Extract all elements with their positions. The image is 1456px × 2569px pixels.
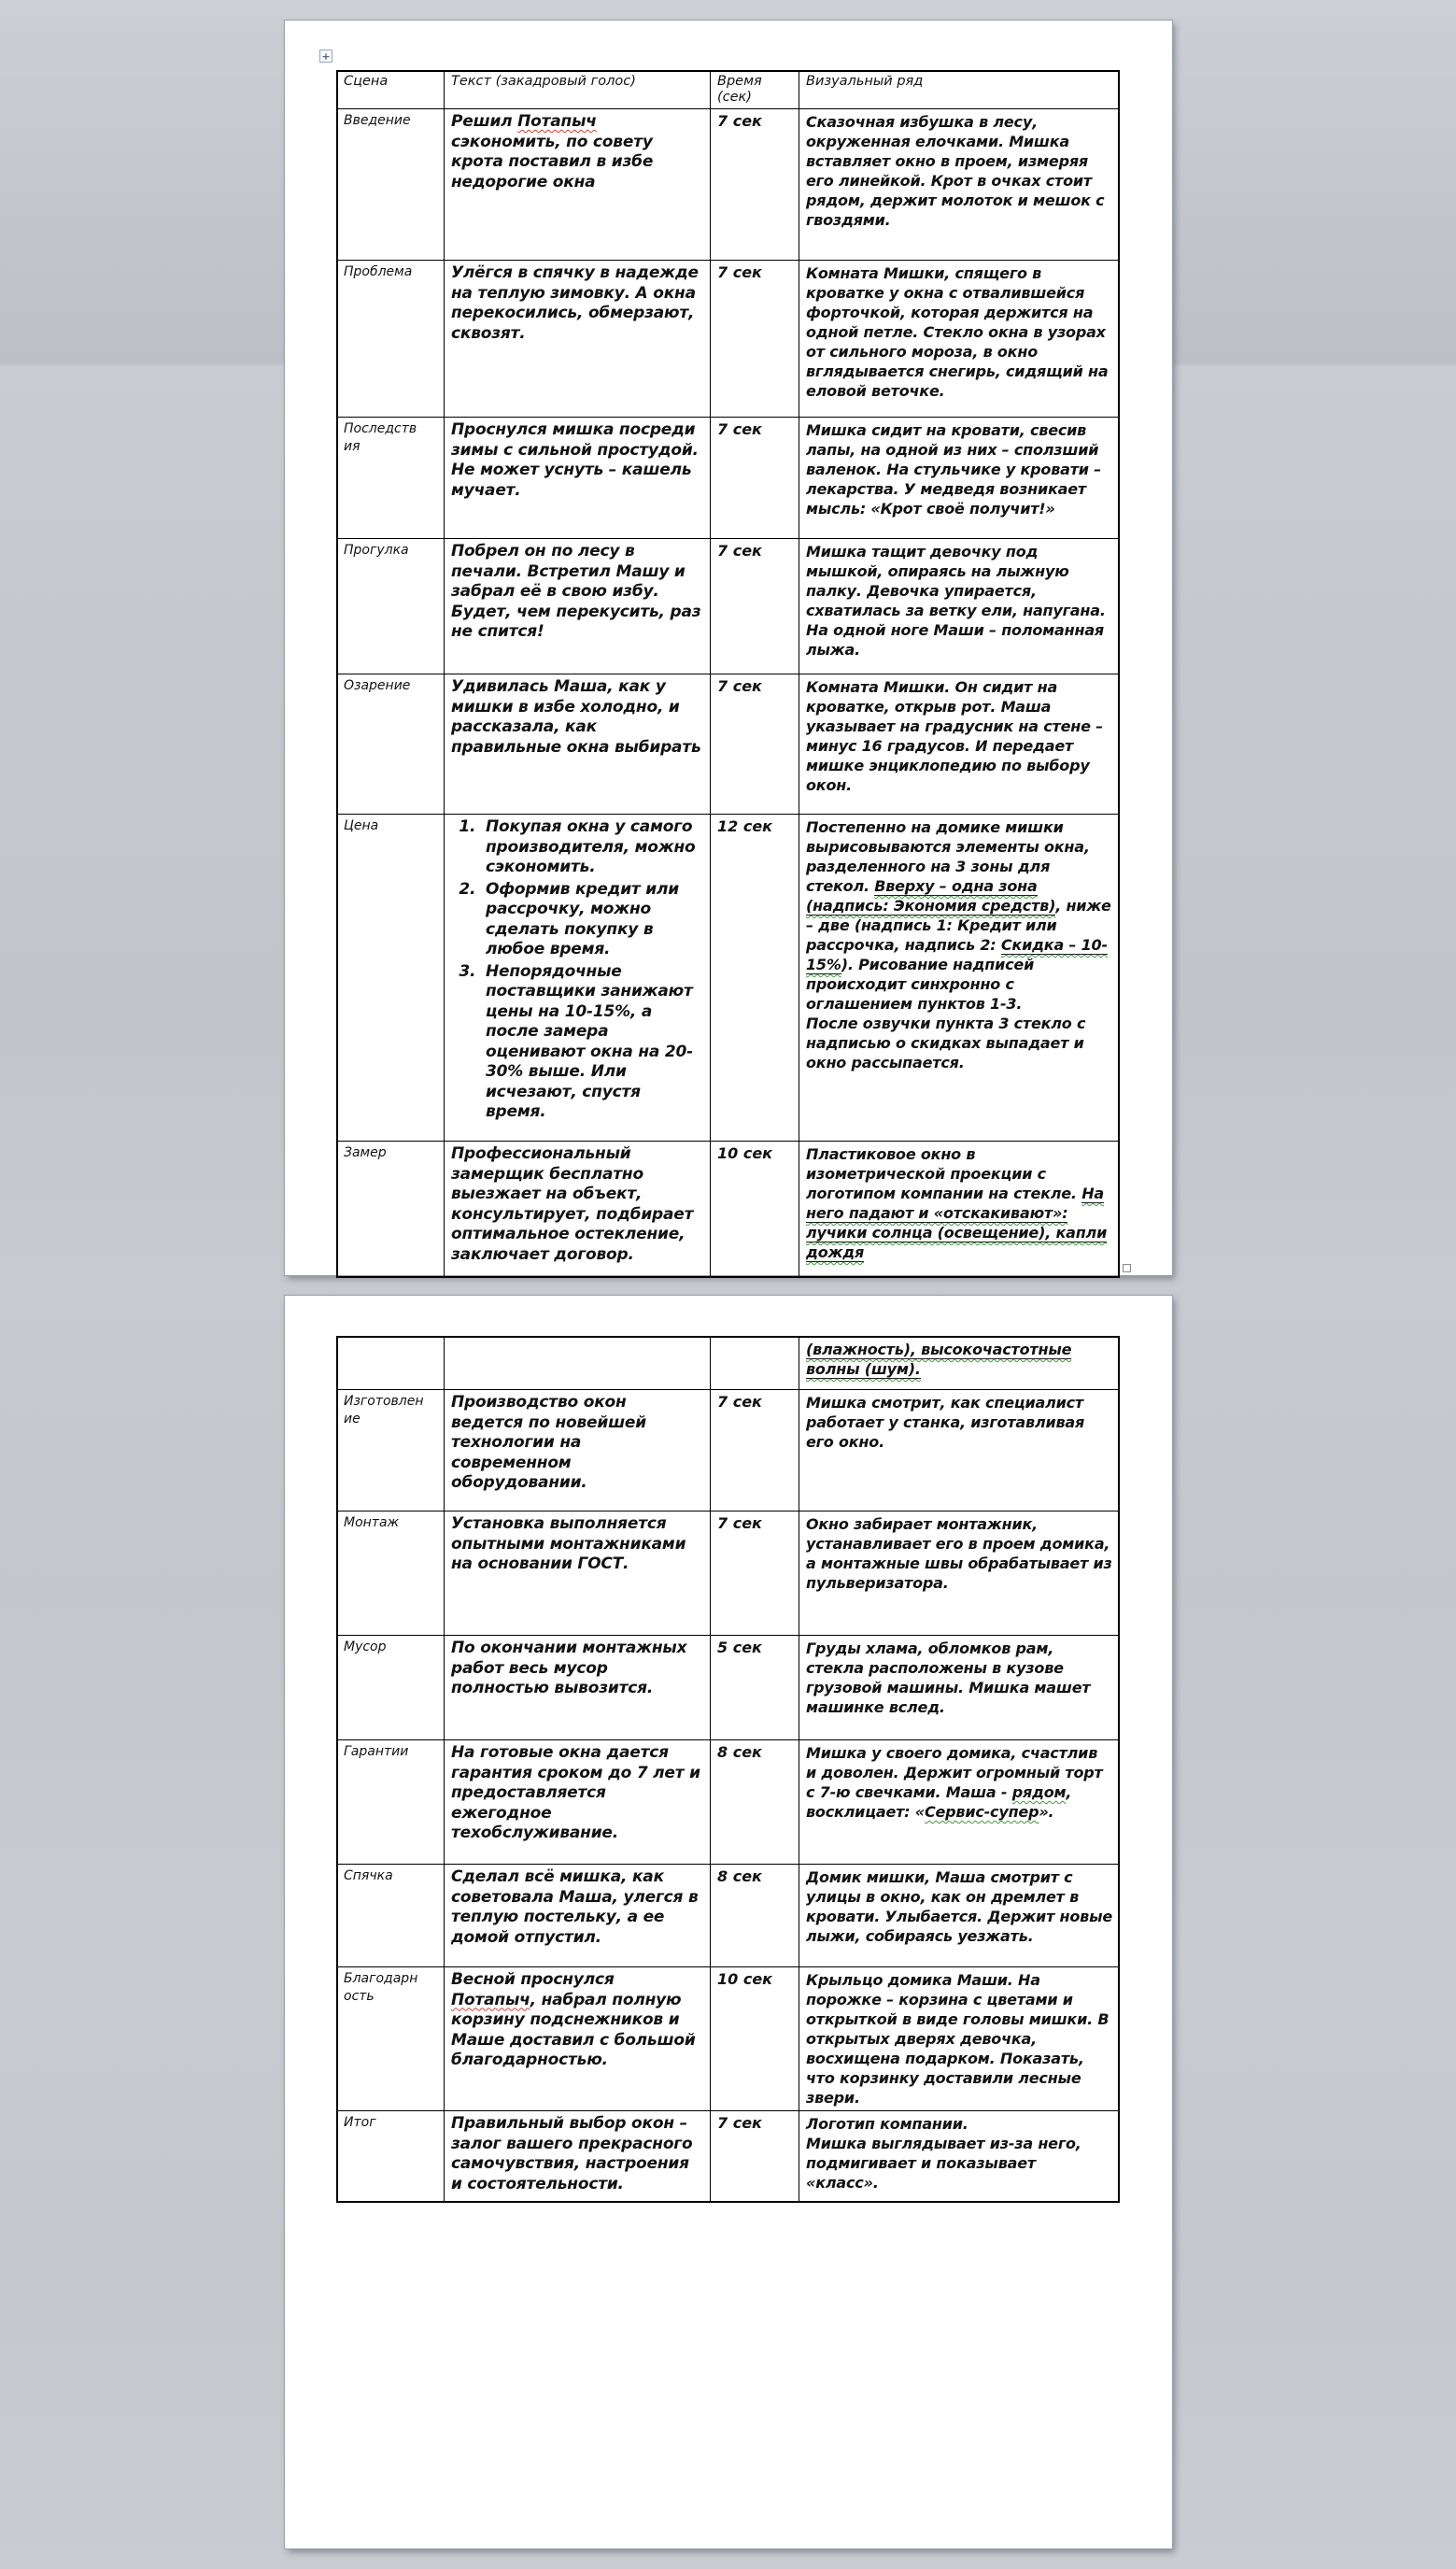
text-cell[interactable] <box>445 815 711 1142</box>
scene-cell[interactable] <box>337 418 445 539</box>
visual-text: , восклицает: « <box>806 1783 1072 1821</box>
time-value: 10 сек <box>717 1144 773 1162</box>
scene-cell[interactable] <box>337 539 445 674</box>
visual-cell[interactable] <box>799 109 1120 261</box>
table-row <box>337 261 1120 418</box>
text-run: Производство окон ведется по новейшей технологии на современном оборудовании. <box>451 1393 646 1492</box>
scene-cell[interactable] <box>337 815 445 1142</box>
table-row <box>337 1337 1120 1390</box>
time-value: 10 сек <box>717 1970 773 1988</box>
scene-label: Цена <box>344 818 379 833</box>
time-cell[interactable] <box>711 1142 799 1278</box>
visual-cell[interactable] <box>799 1512 1120 1636</box>
scene-cell[interactable] <box>337 1865 445 1967</box>
text-cell[interactable] <box>445 1390 711 1512</box>
list-item: 1. Покупая окна у самого производителя, можно сэкономить. <box>481 817 703 878</box>
visual-text: После озвучки пункта 3 стекло с надписью о скидках выпадает и окно рассыпается. <box>806 1015 1086 1072</box>
text-run: Весной проснулся <box>451 1970 615 1989</box>
visual-cell[interactable] <box>799 1337 1120 1390</box>
table-row <box>337 1740 1120 1865</box>
visual-paragraph <box>806 2134 1112 2193</box>
text-cell[interactable] <box>445 1512 711 1636</box>
page-2[interactable] <box>285 1296 1172 2548</box>
grammar-flagged-word: рядом <box>1011 1783 1067 1801</box>
table-row <box>337 539 1120 674</box>
grammar-flagged-word: Сервис-супер <box>924 1803 1039 1821</box>
text-run: На готовые окна дается гарантия сроком до 7 лет и предоставляется ежегодное техобслуживание. <box>451 1743 700 1842</box>
time-cell[interactable] <box>711 539 799 674</box>
text-cell[interactable] <box>445 1740 711 1865</box>
visual-cell[interactable] <box>799 1740 1120 1865</box>
numbered-list <box>451 817 703 1123</box>
table-row <box>337 1636 1120 1740</box>
scene-cell[interactable] <box>337 1967 445 2111</box>
table-row <box>337 2111 1120 2203</box>
scene-cell[interactable] <box>337 1390 445 1512</box>
visual-text: Пластиковое окно в изометрической проекции с логотипом компании на стекле. <box>806 1145 1082 1202</box>
visual-cell[interactable] <box>799 815 1120 1142</box>
scene-label: Спячка <box>344 1868 393 1883</box>
visual-cell[interactable] <box>799 261 1120 418</box>
text-run: Проснулся мишка посреди зимы с сильной простудой. Не может уснуть – кашель мучает. <box>451 420 699 500</box>
text-run: , набрал полную корзину подснежников и Маше доставил с большой благодарностью. <box>451 1990 696 2069</box>
visual-text: Окно забирает монтажник, устанавливает его в проем домика, а монтажные швы обрабатывает из пульверизатора. <box>806 1515 1112 1592</box>
visual-cell[interactable] <box>799 539 1120 674</box>
text-cell[interactable] <box>445 1865 711 1967</box>
storyboard-table-page2 <box>336 1336 1120 2203</box>
table-row <box>337 1512 1120 1636</box>
table-resize-handle[interactable] <box>1123 1264 1131 1272</box>
time-value: 7 сек <box>717 1514 762 1532</box>
time-cell[interactable] <box>711 1636 799 1740</box>
column-header-visual[interactable]: Визуальный ряд <box>799 71 1120 109</box>
visual-text: Сказочная избушка в лесу, окруженная елочками. Мишка вставляет окно в проем, измеряя его линейкой. Крот в очках стоит рядом, держит молоток и мешок с гвоздями. <box>806 113 1105 229</box>
visual-text: ». <box>1039 1803 1054 1821</box>
time-cell[interactable] <box>711 2111 799 2203</box>
text-cell[interactable] <box>445 418 711 539</box>
scene-cell[interactable] <box>337 1142 445 1278</box>
visual-text: Мишка выглядывает из-за него, подмигивает и показывает «класс». <box>806 2135 1081 2192</box>
visual-cell[interactable] <box>799 1967 1120 2111</box>
visual-cell[interactable] <box>799 1390 1120 1512</box>
scene-cell[interactable] <box>337 1740 445 1865</box>
time-value: 7 сек <box>717 420 762 438</box>
column-header-time[interactable]: Время (сек) <box>711 71 799 109</box>
table-row <box>337 1390 1120 1512</box>
visual-text: Домик мишки, Маша смотрит с улицы в окно, как он дремлет в кровати. Улыбается. Держит новые лыжи, собираясь уезжать. <box>806 1868 1113 1945</box>
underlined-grammar-text: Скидка – 10-15% <box>806 936 1108 973</box>
table-row <box>337 418 1120 539</box>
table-row <box>337 674 1120 815</box>
time-value: 5 сек <box>717 1639 762 1656</box>
visual-paragraph <box>806 817 1112 1014</box>
underlined-grammar-text: (влажность), высокочастотные волны (шум). <box>806 1341 1072 1378</box>
visual-text: Комната Мишки. Он сидит на кроватке, открыв рот. Маша указывает на градусник на стене – минус 16 градусов. И передает мишке энциклопедию по выбору окон. <box>806 678 1103 794</box>
visual-text: Постепенно на домике мишки вырисовываются элементы окна, разделенного на 3 зоны для стекол. <box>806 818 1090 895</box>
scene-label: Изготовление <box>344 1394 424 1426</box>
scene-label: Введение <box>344 113 411 128</box>
visual-text: ). Рисование надписей происходит синхронно с оглашением пунктов 1-3. <box>806 956 1035 1013</box>
visual-cell[interactable] <box>799 1636 1120 1740</box>
time-value: 7 сек <box>717 112 762 130</box>
scene-label: Последствия <box>344 421 417 454</box>
table-row <box>337 1142 1120 1278</box>
storyboard-table-page1 <box>336 70 1120 1278</box>
visual-text: Мишка смотрит, как специалист работает у станка, изготавливая его окно. <box>806 1394 1085 1451</box>
text-cell[interactable] <box>445 261 711 418</box>
text-run: Улёгся в спячку в надежде на теплую зимовку. А окна перекосились, обмерзают, сквозят. <box>451 263 699 343</box>
text-run: По окончании монтажных работ весь мусор полностью вывозится. <box>451 1639 687 1697</box>
text-cell[interactable] <box>445 1337 711 1390</box>
underlined-grammar-text: Вверху – одна зона (надпись: Экономия средств) <box>806 877 1056 915</box>
text-run: Сделал всё мишка, как советовала Маша, улегся в теплую постельку, а ее домой отпустил. <box>451 1867 699 1947</box>
visual-text: , ниже – две (надпись 1: Кредит или рассрочка, надпись 2: <box>806 897 1111 954</box>
scene-label: Монтаж <box>344 1515 400 1530</box>
scene-cell[interactable] <box>337 1636 445 1740</box>
time-value: 8 сек <box>717 1867 762 1885</box>
text-cell[interactable] <box>445 1967 711 2111</box>
visual-text: Мишка тащит девочку под мышкой, опираясь на лыжную палку. Девочка упирается, схватилась за ветку ели, напугана. На одной ноге Маши – поломанная лыжа. <box>806 543 1106 659</box>
column-header-text[interactable]: Текст (закадровый голос) <box>445 71 711 109</box>
time-cell[interactable] <box>711 1390 799 1512</box>
scene-label: Гарантии <box>344 1744 409 1759</box>
scene-label: Мусор <box>344 1639 387 1654</box>
visual-text: Комната Мишки, спящего в кроватке у окна с отвалившейся форточкой, которая держится на одной петле. Стекло окна в узорах от сильного мороза, в окно вглядывается снегирь, сидящий на еловой веточке. <box>806 264 1109 400</box>
time-cell[interactable] <box>711 674 799 815</box>
visual-cell[interactable] <box>799 674 1120 815</box>
page-1[interactable] <box>285 21 1172 1275</box>
visual-text: Мишка сидит на кровати, свесив лапы, на одной из них – сползший валенок. На стульчике у кровати – лекарства. У медведя возникает мысль: «Крот своё получит!» <box>806 421 1101 518</box>
text-run: Удивилась Маша, как у мишки в избе холодно, и рассказала, как правильные окна выбирать <box>451 677 701 757</box>
visual-cell[interactable] <box>799 418 1120 539</box>
scene-label: Замер <box>344 1145 387 1160</box>
visual-cell[interactable] <box>799 1142 1120 1278</box>
time-value: 7 сек <box>717 1393 762 1411</box>
list-item: 3. Непорядочные поставщики занижают цены на 10-15%, а после замера оценивают окна на 20-30% выше. Или исчезают, спустя время. <box>481 962 703 1123</box>
visual-cell[interactable] <box>799 1865 1120 1967</box>
table-row <box>337 1865 1120 1967</box>
text-cell[interactable] <box>445 674 711 815</box>
misspelled-word: Потапыч <box>517 112 597 131</box>
time-cell[interactable] <box>711 1740 799 1865</box>
time-value: 7 сек <box>717 2114 762 2132</box>
scene-label: Проблема <box>344 264 413 279</box>
time-value: 8 сек <box>717 1743 762 1761</box>
time-value: 7 сек <box>717 677 762 695</box>
scene-cell[interactable] <box>337 674 445 815</box>
visual-text: Груды хлама, обломков рам, стекла расположены в кузове грузовой машины. Мишка машет машинке вслед. <box>806 1639 1091 1716</box>
time-cell[interactable] <box>711 109 799 261</box>
visual-paragraph <box>806 2114 1112 2134</box>
time-cell[interactable] <box>711 815 799 1142</box>
time-value: 12 сек <box>717 817 773 835</box>
visual-cell[interactable] <box>799 2111 1120 2203</box>
scene-label: Итог <box>344 2115 376 2130</box>
underlined-grammar-text: На него падают и «отскакивают»: лучики солнца (освещение), капли дождя <box>806 1185 1108 1261</box>
scene-cell[interactable] <box>337 1512 445 1636</box>
time-cell[interactable] <box>711 1967 799 2111</box>
scene-cell[interactable] <box>337 261 445 418</box>
time-cell[interactable] <box>711 418 799 539</box>
text-cell[interactable] <box>445 1142 711 1278</box>
text-run: Правильный выбор окон – залог вашего прекрасного самочувствия, настроения и состоятельности. <box>451 2114 693 2193</box>
table-move-handle-icon[interactable]: + <box>319 50 332 63</box>
scene-cell[interactable] <box>337 1337 445 1390</box>
table-header-row <box>337 71 1120 109</box>
visual-text: Мишка у своего домика, счастлив и доволен. Держит огромный торт с 7-ю свечками. Маша - <box>806 1744 1103 1801</box>
scene-label: Благодарность <box>344 1971 418 2004</box>
scene-cell[interactable] <box>337 2111 445 2203</box>
text-run: Установка выполняется опытными монтажниками на основании ГОСТ. <box>451 1514 686 1573</box>
table-row <box>337 1967 1120 2111</box>
time-cell[interactable] <box>711 1337 799 1390</box>
text-cell[interactable] <box>445 1636 711 1740</box>
list-item: 2. Оформив кредит или рассрочку, можно сделать покупку в любое время. <box>481 880 703 960</box>
text-cell[interactable] <box>445 109 711 261</box>
misspelled-word: Потапыч <box>451 1990 530 2009</box>
visual-text: Логотип компании. <box>806 2115 968 2133</box>
text-run: Решил <box>451 112 518 131</box>
text-run: Профессиональный замерщик бесплатно выезжает на объект, консультирует, подбирает оптимальное остекление, заключает договор. <box>451 1144 694 1264</box>
scene-label: Прогулка <box>344 543 409 558</box>
table-row <box>337 109 1120 261</box>
column-header-scene[interactable]: Сцена <box>337 71 445 109</box>
text-run: сэкономить, по совету крота поставил в избе недорогие окна <box>451 132 654 192</box>
time-cell[interactable] <box>711 261 799 418</box>
time-value: 7 сек <box>717 263 762 281</box>
text-cell[interactable] <box>445 2111 711 2203</box>
time-value: 7 сек <box>717 542 762 560</box>
scene-label: Озарение <box>344 678 411 693</box>
time-cell[interactable] <box>711 1512 799 1636</box>
visual-paragraph <box>806 1014 1112 1072</box>
time-cell[interactable] <box>711 1865 799 1967</box>
visual-text: Крыльцо домика Маши. На порожке – корзина с цветами и открыткой в виде головы мишки. В открытых дверях девочка, восхищена подарком. Показать, что корзинку доставили лесные звери. <box>806 1971 1110 2107</box>
scene-cell[interactable] <box>337 109 445 261</box>
table-row <box>337 815 1120 1142</box>
text-run: Побрел он по лесу в печали. Встретил Машу и забрал её в свою избу. Будет, чем перекусить, раз не спится! <box>451 542 701 641</box>
text-cell[interactable] <box>445 539 711 674</box>
